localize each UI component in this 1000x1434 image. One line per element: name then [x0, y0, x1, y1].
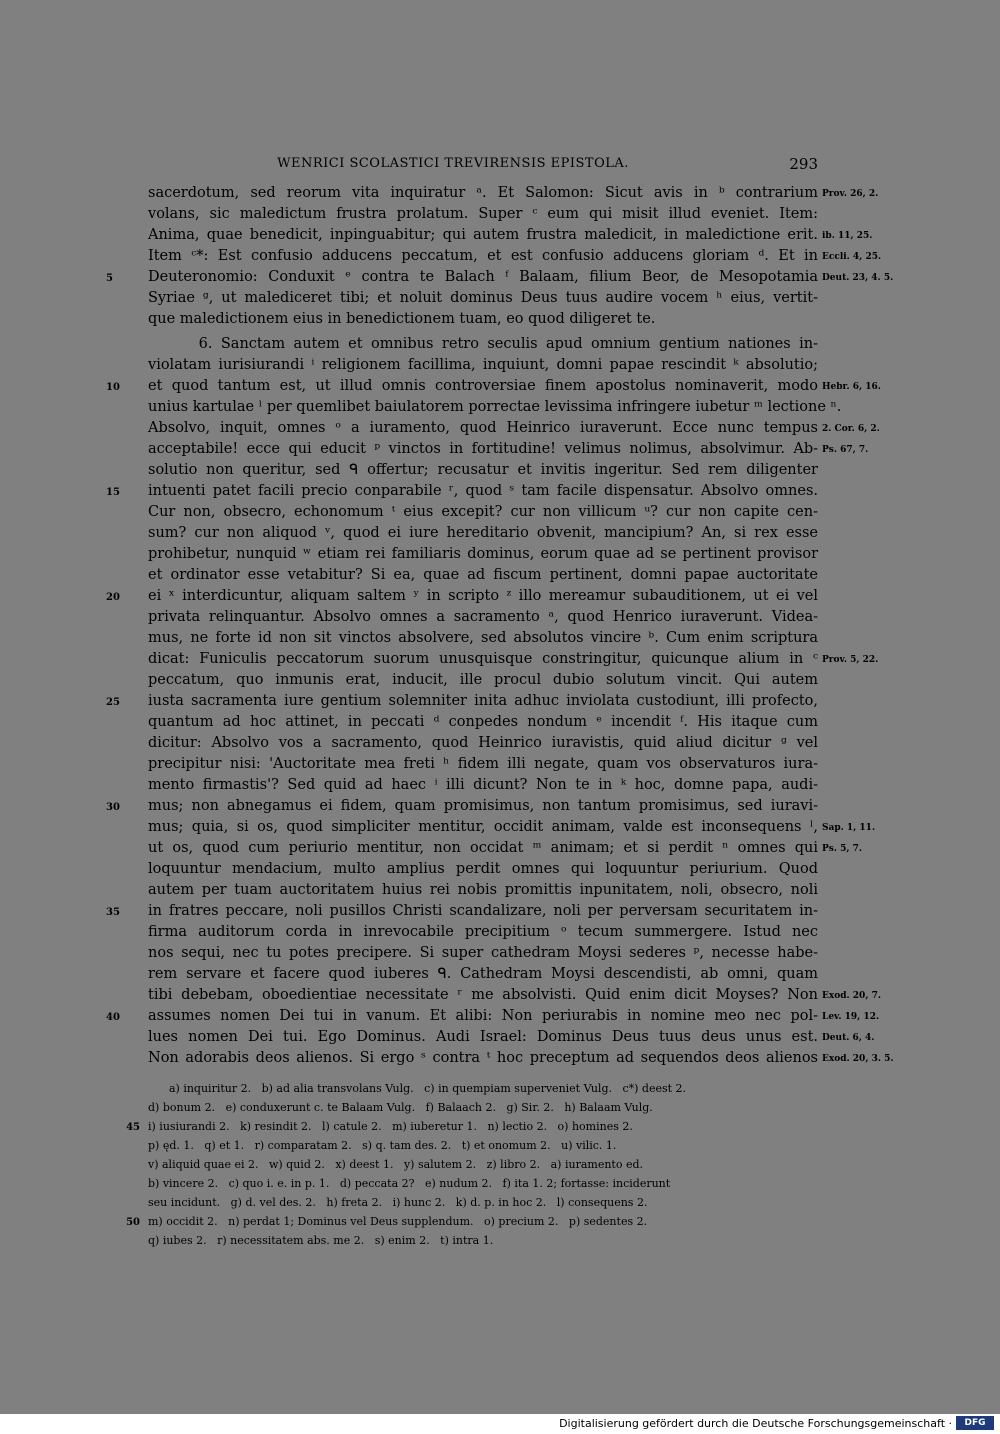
margin-reference: Hebr. 6, 16.: [822, 382, 881, 392]
text-line: [148, 775, 818, 796]
line-number: 40: [106, 1012, 120, 1023]
text-line: [148, 544, 818, 565]
text-line: [148, 246, 882, 267]
text-line: [148, 838, 863, 859]
line-text: privata relinquantur. Absolvo omnes a sacramento ᵃ, quod Henrico iuraverunt. Videa-: [148, 609, 818, 625]
line-text: sacerdotum, sed reorum vita inquiratur ᵃ. Et Salomon: Sicut avis in ᵇ contrarium: [148, 185, 818, 201]
footnote-line: [126, 1212, 818, 1231]
line-text: nos sequi, nec tu potes precipere. Si super cathedram Moysi sederes ᵖ, necesse habe-: [148, 945, 818, 961]
line-text: in fratres peccare, noli pusillos Christi scandalizare, noli per perversam securitatem in-: [148, 903, 818, 919]
line-text: tibi debebam, oboedientiae necessitate ʳ me absolvisti. Quid enim dicit Moyses? Non: [148, 987, 818, 1003]
margin-reference: Prov. 26, 2.: [822, 189, 879, 199]
footnote-text: m) occidit 2. n) perdat 1; Dominus vel Deus supplendum. o) precium 2. p) sedentes 2.: [148, 1215, 648, 1228]
line-text: assumes nomen Dei tui in vanum. Et alibi: Non periurabis in nomine meo nec pol-: [148, 1008, 818, 1024]
text-line: [148, 418, 880, 439]
text-line: [106, 586, 818, 607]
line-text: sum? cur non aliquod ᵛ, quod ei iure hereditario obvenit, mancipium? An, si rex esse: [148, 525, 818, 541]
running-title: WENRICI SCOLASTICI TREVIRENSIS EPISTOLA.: [277, 156, 629, 171]
line-text: mus; non abnegamus ei fidem, quam promisimus, non tantum promisimus, sed iuravi-: [148, 798, 818, 814]
line-text: mus, ne forte id non sit vinctos absolvere, sed absolutos vincire ᵇ. Cum enim scriptura: [148, 630, 818, 646]
margin-reference: Exod. 20, 7.: [822, 991, 881, 1001]
text-line: [148, 859, 818, 880]
text-line: [148, 334, 818, 355]
text-line: [148, 985, 881, 1006]
line-text: unius kartulae ˡ per quemlibet baiulatorem porrectae levissima infringere iubetur ᵐ lectione ⁿ.: [148, 399, 842, 415]
margin-reference: Prov. 5, 22.: [822, 655, 879, 665]
footnote-text: q) iubes 2. r) necessitatem abs. me 2. s) enim 2. t) intra 1.: [148, 1234, 494, 1247]
margin-reference: Exod. 20, 3. 5.: [822, 1054, 894, 1064]
text-line: [148, 523, 818, 544]
footnote-line: [148, 1231, 818, 1250]
text-line: [148, 922, 818, 943]
footnote-text: d) bonum 2. e) conduxerunt c. te Balaam Vulg. f) Balaach 2. g) Sir. 2. h) Balaam Vulg.: [148, 1101, 653, 1114]
line-text: intuenti patet facili precio conparabile ʳ, quod ˢ tam facile dispensatur. Absolvo omnes.: [148, 483, 818, 499]
text-line: [106, 267, 894, 288]
margin-reference: Deut. 23, 4. 5.: [822, 273, 894, 283]
dfg-logo[interactable]: DFG: [956, 1416, 994, 1430]
margin-reference: ib. 11, 25.: [822, 231, 873, 241]
line-number: 10: [106, 382, 120, 393]
text-line: [148, 183, 879, 204]
footnote-text: b) vincere 2. c) quo i. e. in p. 1. d) peccata 2? e) nudum 2. f) ita 1. 2; fortasse: inciderunt: [148, 1177, 671, 1190]
text-line: [148, 712, 818, 733]
text-line: [148, 397, 842, 418]
text-line: [148, 649, 879, 670]
text-line: [148, 754, 818, 775]
line-text: Deuteronomio: Conduxit ᵉ contra te Balach ᶠ Balaam, filium Beor, de Mesopotamia: [148, 269, 818, 285]
line-text: lues nomen Dei tui. Ego Dominus. Audi Israel: Dominus Deus tuus deus unus est.: [148, 1029, 818, 1045]
line-text: Anima, quae benedicit, inpinguabitur; qui autem frustra maledicit, in maledictione erit.: [148, 227, 818, 243]
footnote-line: [126, 1117, 818, 1136]
line-text: firma auditorum corda in inrevocabile precipitium ᵒ tecum summergere. Istud nec: [148, 924, 818, 940]
line-text: violatam iurisiurandi ⁱ religionem facillima, inquiunt, domni papae rescindit ᵏ absolutio;: [148, 357, 818, 373]
margin-reference: Eccli. 4, 25.: [822, 252, 882, 262]
line-text: mento firmastis'? Sed quid ad haec ⁱ illi dicunt? Non te in ᵏ hoc, domne papa, audi-: [148, 777, 818, 793]
text-line: [148, 670, 818, 691]
text-line: [148, 460, 818, 481]
line-number: 15: [106, 487, 120, 498]
text-line: [148, 204, 818, 225]
line-text: iusta sacramenta iure gentium solemniter inita adhuc inviolata custodiunt, illi profecto,: [148, 693, 818, 709]
line-text: acceptabile! ecce qui educit ᵖ vinctos in fortitudine! velimus nolimus, absolvimur. Ab-: [148, 441, 818, 457]
line-text: et ordinator esse vetabitur? Si ea, quae ad fiscum pertinent, domni papae auctoritate: [148, 567, 818, 583]
text-line: [148, 309, 818, 330]
line-text: solutio non queritur, sed ᑫ offertur; recusatur et invitis ingeritur. Sed rem diligenter: [148, 462, 818, 478]
line-number: 25: [106, 697, 120, 708]
line-text: dicat: Funiculis peccatorum suorum unusquisque constringitur, quicunque alium in ᶜ: [148, 651, 818, 667]
text-line: [148, 817, 876, 838]
line-text: 6. Sanctam autem et omnibus retro seculis apud omnium gentium nationes in-: [148, 336, 818, 352]
footnote-line: [148, 1155, 818, 1174]
text-line: [148, 733, 818, 754]
line-text: Absolvo, inquit, omnes ᵒ a iuramento, quod Heinrico iuraverunt. Ecce nunc tempus: [148, 420, 818, 436]
text-line: [148, 502, 818, 523]
line-number: 35: [106, 907, 120, 918]
line-text: volans, sic maledictum frustra prolatum. Super ᶜ eum qui misit illud eveniet. Item:: [148, 206, 818, 222]
line-text: precipitur nisi: 'Auctoritate mea freti ʰ fidem illi negate, quam vos observaturos iura-: [148, 756, 818, 772]
line-text: loquuntur mendacium, multo amplius perdit omnes qui loquuntur periurium. Quod: [148, 861, 818, 877]
text-line: [148, 225, 873, 246]
text-line: [106, 481, 818, 502]
page-number: 293: [789, 155, 818, 173]
footnote-line: [148, 1193, 818, 1212]
margin-reference: Deut. 6, 4.: [822, 1033, 875, 1043]
footnote-text: p) ęd. 1. q) et 1. r) comparatam 2. s) q. tam des. 2. t) et onomum 2. u) vilic. 1.: [148, 1139, 617, 1152]
line-text: ei ˣ interdicuntur, aliquam saltem ʸ in scripto ᶻ illo mereamur subauditionem, ut ei vel: [148, 588, 818, 604]
text-line: [148, 1048, 894, 1069]
text-line: [106, 901, 818, 922]
footnote-text: v) aliquid quae ei 2. w) quid 2. x) deest 1. y) salutem 2. z) libro 2. a) iuramento ed.: [148, 1158, 643, 1171]
text-line: [148, 355, 818, 376]
margin-reference: Ps. 67, 7.: [822, 445, 869, 455]
line-number: 20: [106, 592, 120, 603]
text-line: [148, 628, 818, 649]
margin-reference: Ps. 5, 7.: [822, 844, 863, 854]
text-line: [106, 376, 881, 397]
text-line: [148, 607, 818, 628]
footnote-line: [148, 1098, 818, 1117]
line-number: 5: [106, 273, 113, 284]
footnotes: [126, 1079, 818, 1250]
text-line: [106, 796, 818, 817]
text-line: [106, 691, 818, 712]
line-text: Syriae ᵍ, ut malediceret tibi; et noluit dominus Deus tuus audire vocem ʰ eius, vertit-: [148, 290, 818, 306]
text-line: [148, 288, 818, 309]
line-text: Non adorabis deos alienos. Si ergo ˢ contra ᵗ hoc preceptum ad sequendos deos alienos: [148, 1050, 818, 1066]
text-line: [106, 1006, 880, 1027]
line-text: peccatum, quo inmunis erat, inducit, ille procul dubio solutum vincit. Qui autem: [148, 672, 818, 688]
footnote-text: seu incidunt. g) d. vel des. 2. h) freta 2. i) hunc 2. k) d. p. in hoc 2. l) consequens 2.: [148, 1196, 648, 1209]
margin-reference: Lev. 19, 12.: [822, 1012, 880, 1022]
line-text: ut os, quod cum periurio mentitur, non occidat ᵐ animam; et si perdit ⁿ omnes qui: [148, 840, 818, 856]
text-line: [148, 943, 818, 964]
line-text: Cur non, obsecro, echonomum ᵗ eius excepit? cur non villicum ᵘ? cur non capite cen-: [148, 504, 818, 520]
footnote-line: [148, 1136, 818, 1155]
text-line: [148, 439, 869, 460]
main-text: [106, 183, 894, 1069]
line-text: autem per tuam auctoritatem huius rei nobis promittis inpunitatem, noli, obsecro, noli: [148, 882, 818, 898]
running-header: [148, 156, 818, 176]
footnote-text: a) inquiritur 2. b) ad alia transvolans Vulg. c) in quempiam superveniet Vulg. c*) deest 2.: [148, 1082, 687, 1095]
margin-reference: 2. Cor. 6, 2.: [822, 424, 880, 434]
line-text: mus; quia, si os, quod simpliciter mentitur, occidit animam, valde est inconsequens ˡ,: [148, 819, 818, 835]
text-line: [148, 565, 818, 586]
line-text: Item ᶜ*: Est confusio adducens peccatum, et est confusio adducens gloriam ᵈ. Et in: [148, 248, 818, 264]
line-text: prohibetur, nunquid ʷ etiam rei familiaris dominus, eorum quae ad se pertinent provisor: [148, 546, 818, 562]
line-text: dicitur: Absolvo vos a sacramento, quod Heinrico iuravistis, quid aliud dicitur ᵍ vel: [148, 735, 818, 751]
footnote-line: [148, 1079, 818, 1098]
footer-bar: [0, 1414, 1000, 1434]
line-text: rem servare et facere quod iuberes ᑫ. Cathedram Moysi descendisti, ab omni, quam: [148, 966, 818, 982]
text-line: [148, 1027, 875, 1048]
line-number: 50: [126, 1217, 140, 1228]
margin-reference: Sap. 1, 11.: [822, 823, 876, 833]
funding-credit: Digitalisierung gefördert durch die Deutsche Forschungsgemeinschaft ·: [559, 1417, 952, 1430]
line-text: quantum ad hoc attinet, in peccati ᵈ conpedes nondum ᵉ incendit ᶠ. His itaque cum: [148, 714, 818, 730]
text-line: [148, 964, 818, 985]
line-number: 30: [106, 802, 120, 813]
line-text: et quod tantum est, ut illud omnis controversiae finem apostolus nominaverit, modo: [148, 378, 818, 394]
text-line: [148, 880, 818, 901]
footnote-text: i) iusiurandi 2. k) resindit 2. l) catule 2. m) iuberetur 1. n) lectio 2. o) homines 2.: [148, 1120, 633, 1133]
footnote-line: [148, 1174, 818, 1193]
line-number: 45: [126, 1122, 140, 1133]
line-text: que maledictionem eius in benedictionem tuam, eo quod diligeret te.: [148, 311, 656, 327]
